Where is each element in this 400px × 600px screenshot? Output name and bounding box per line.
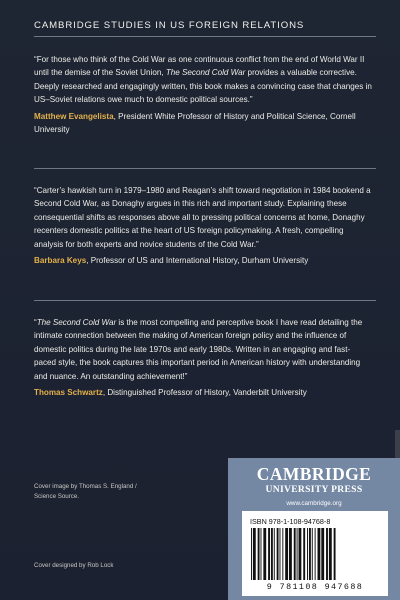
- quote-divider: [34, 300, 376, 301]
- barcode-bar: [251, 528, 252, 580]
- barcode-bar: [280, 528, 281, 580]
- barcode-bar: [303, 528, 305, 580]
- publisher-url: www.cambridge.org: [286, 500, 342, 507]
- barcode-bar: [253, 528, 256, 580]
- quote-attribution: [34, 110, 372, 136]
- barcode-bar: [315, 528, 316, 580]
- cover-design-credit: Cover designed by Rob Lock: [34, 562, 114, 569]
- quote-divider: [34, 168, 376, 169]
- barcode-bar: [274, 528, 275, 580]
- barcode-bar: [297, 528, 298, 580]
- endorsement-quote-2: [34, 184, 372, 267]
- barcode-bar: [329, 528, 332, 580]
- isbn-label: ISBN 978-1-108-94768-8: [250, 517, 331, 526]
- cover-image-credit: Cover image by Thomas S. England / Science Source.: [34, 483, 137, 500]
- publisher-panel: [228, 458, 400, 600]
- barcode-bar: [318, 528, 321, 580]
- barcode-icon: [250, 528, 380, 580]
- barcode-bar: [309, 528, 311, 580]
- endorsement-quote-1: [34, 53, 372, 136]
- barcode-digits: 9 781108 947688: [266, 582, 364, 592]
- quote-text: “For those who think of the Cold War as one continuous conflict from the end of World War II until the demise of the Soviet Union, The Second Cold War provides a valuable corrective. Deeply researched and engagingly written, this book makes a convincing case that changes in US–Soviet relations owe much to domestic political sources.”: [34, 55, 372, 105]
- barcode-bar: [334, 528, 336, 580]
- cover-photo-edge: [395, 430, 400, 460]
- barcode-bar: [294, 528, 296, 580]
- barcode-bar: [285, 528, 288, 580]
- barcode-bar: [299, 528, 302, 580]
- barcode-bar: [312, 528, 313, 580]
- author-name: Barbara Keys: [34, 256, 87, 266]
- barcode-bar: [289, 528, 292, 580]
- quote-attribution: [34, 386, 372, 399]
- barcode-bar: [282, 528, 283, 580]
- book-title-italic: The Second Cold War: [165, 68, 246, 78]
- book-title-italic: The Second Cold War: [36, 318, 117, 327]
- barcode-bar: [268, 528, 270, 580]
- endorsement-quote-3: [34, 316, 372, 399]
- author-title: , Distinguished Professor of History, Vanderbilt University: [102, 388, 307, 398]
- quote-text: “The Second Cold War is the most compelling and perceptive book I have read detailing the intimate connection between the making of American foreign policy and the influence of domestic politics during the late 1970s and early 1980s. Written in an engaging and fast-paced style, the book captures this important period in American history with understanding and nuance. An outstanding achievement!”: [34, 318, 363, 381]
- quote-text: “Carter’s hawkish turn in 1979–1980 and Reagan’s shift toward negotiation in 1984 bookend a Second Cold War, as Donaghy argues in this rich and important study. Explaining these consequential shifts as responses above all to pressing political concerns at home, Donaghy recenters domestic politics at the heart of US foreign policymaking. A fresh, compelling analysis for both experts and novice students of the Cold War.”: [34, 186, 371, 249]
- publisher-subname: UNIVERSITY PRESS: [265, 484, 363, 495]
- series-title: CAMBRIDGE STUDIES IN US FOREIGN RELATIONS: [34, 20, 305, 31]
- barcode-bar: [307, 528, 308, 580]
- quote-attribution: [34, 254, 372, 267]
- author-title: , Professor of US and International History, Durham University: [86, 256, 309, 266]
- series-divider: [34, 36, 376, 37]
- barcode-bar: [263, 528, 266, 580]
- barcode-bar: [277, 528, 279, 580]
- barcode-bar: [321, 528, 324, 580]
- author-name: Thomas Schwartz: [34, 388, 103, 398]
- barcode-bar: [326, 528, 328, 580]
- author-title: , President White Professor of History and Political Science, Cornell University: [34, 111, 356, 134]
- barcode-bar: [261, 528, 262, 580]
- publisher-name: CAMBRIDGE: [256, 464, 372, 484]
- barcode-bar: [271, 528, 273, 580]
- barcode-bar: [258, 528, 260, 580]
- barcode-box: [242, 511, 388, 596]
- author-name: Matthew Evangelista: [34, 111, 114, 121]
